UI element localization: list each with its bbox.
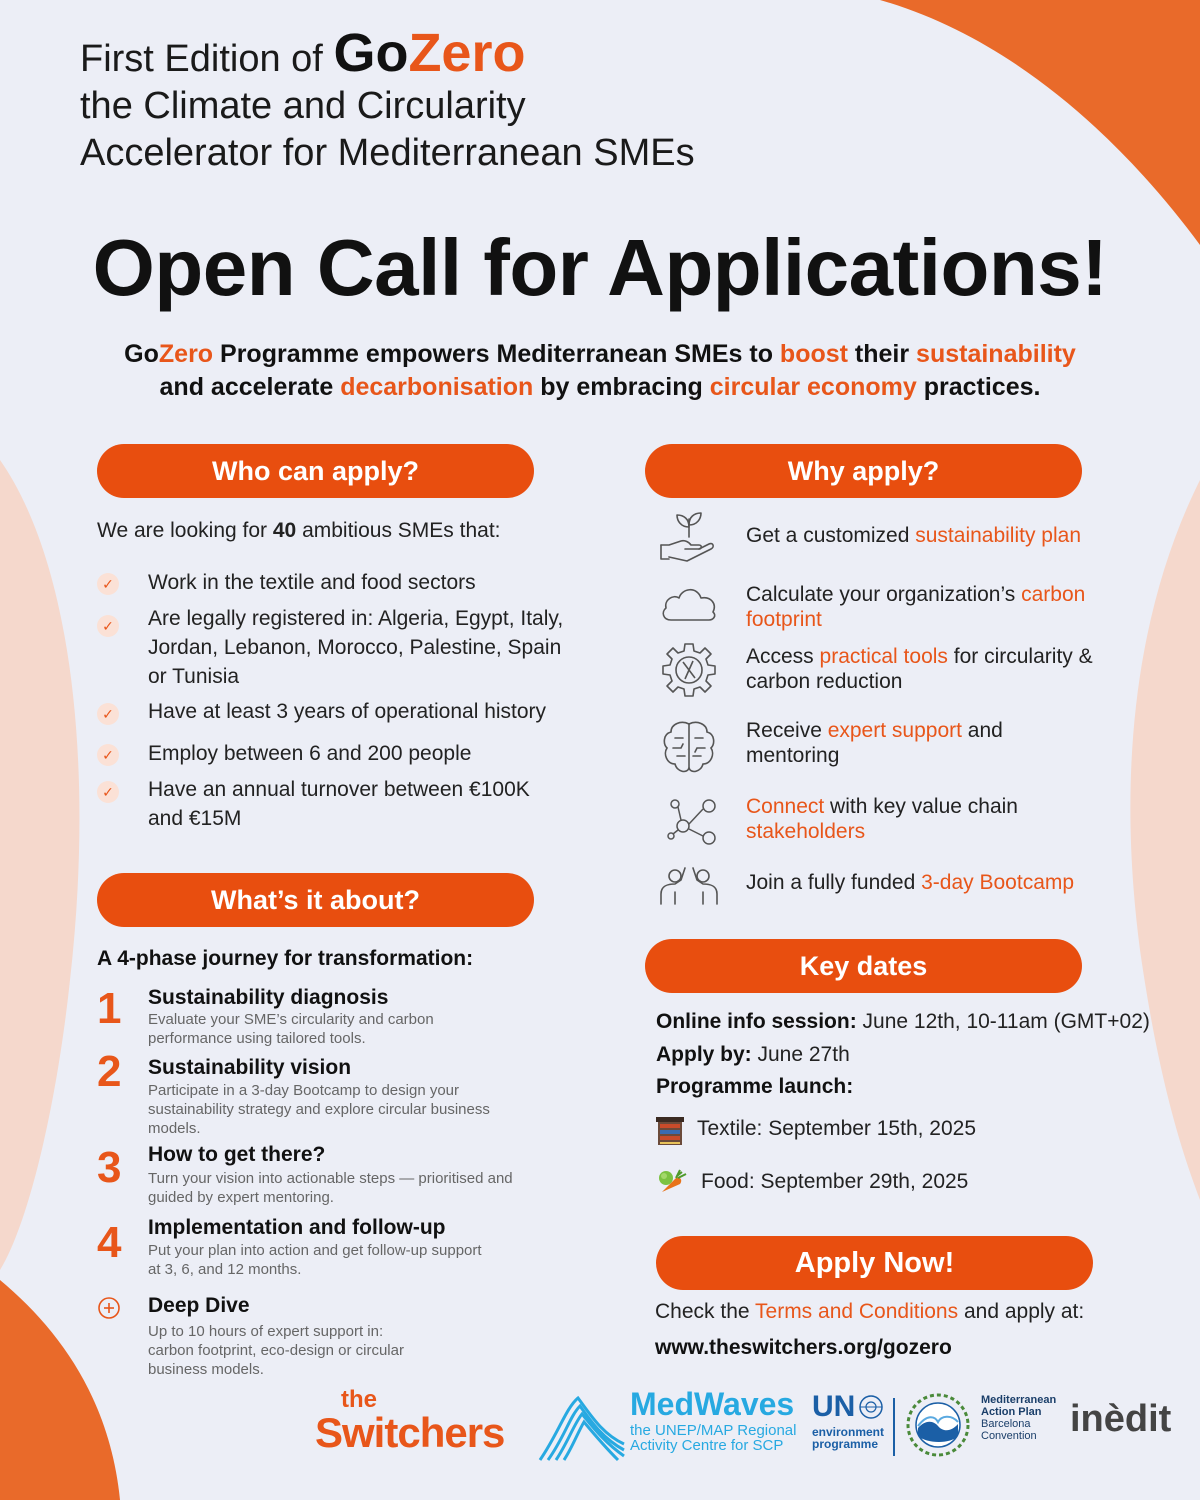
phase-title-2: Sustainability vision: [148, 1056, 352, 1079]
cloud-icon: [657, 572, 721, 636]
logo-divider: [893, 1398, 895, 1456]
whats-it-about-heading: What’s it about?: [97, 873, 534, 927]
terms-post: and apply at:: [958, 1300, 1085, 1323]
gear-tools-icon: [657, 640, 721, 704]
phase-number-2: 2: [97, 1047, 122, 1096]
switchers-the: the: [341, 1386, 377, 1413]
programme-launch-label: Programme launch:: [656, 1075, 854, 1098]
intro-p2: their: [847, 340, 917, 368]
phase-desc-3: Turn your vision into actionable steps — prioritised and guided by expert mentoring.: [148, 1170, 513, 1206]
left-light-blob: [0, 460, 79, 1270]
intro-p4: by embracing: [533, 373, 710, 401]
intro-boost: boost: [779, 340, 848, 368]
un-emblem-icon: [858, 1394, 884, 1420]
map-line-4: Convention: [981, 1430, 1037, 1442]
key-dates-heading: Key dates: [645, 939, 1082, 993]
info-session: [656, 1010, 1150, 1034]
intro-text: [40, 338, 1160, 404]
who-lead-post: ambitious SMEs that:: [296, 519, 501, 542]
why-item-3: [746, 644, 1126, 694]
why-2-hl: carbon footprint: [746, 583, 1086, 631]
map-line-1: Mediterranean: [981, 1394, 1057, 1406]
why-item-2: [746, 582, 1126, 632]
medwaves-waves-icon: [538, 1394, 626, 1464]
check-icon: ✓: [97, 573, 119, 595]
who-lead-num: 40: [272, 519, 297, 542]
criterion-5: Have an annual turnover between €100K and €15M: [148, 778, 530, 830]
criterion-2: Are legally registered in: Algeria, Egypt, Italy, Jordan, Lebanon, Morocco, Palestine, Spain or Tunisia: [148, 607, 564, 688]
criterion-1: Work in the textile and food sectors: [148, 571, 476, 594]
main-title: Open Call for Applications!: [92, 223, 1108, 312]
why-4-post: and mentoring: [746, 719, 1003, 767]
header-line-1: [80, 23, 840, 83]
apply-by-label: Apply by:: [656, 1043, 752, 1066]
medwaves-name: MedWaves: [630, 1386, 795, 1422]
intro-sustainability: sustainability: [916, 340, 1076, 368]
map-emblem-icon: [905, 1392, 971, 1458]
brand-go: Go: [333, 23, 409, 83]
medwaves-sub2: Activity Centre for SCP: [630, 1437, 784, 1454]
who-lead: [97, 516, 557, 545]
why-5-hl: Connect: [746, 795, 825, 818]
intro-p3: and accelerate: [159, 373, 341, 401]
why-4-hl: expert support: [827, 719, 962, 742]
why-5-post: with key value chain: [824, 795, 1018, 818]
header-line-2: the Climate and Circularity: [80, 85, 526, 127]
phase-title-3: How to get there?: [148, 1143, 326, 1166]
apply-by-value: June 27th: [751, 1043, 850, 1066]
vegetables-icon: [656, 1166, 688, 1196]
why-3-post: for circularity & carbon reduction: [746, 645, 1093, 693]
switchers-name: Switchers: [315, 1409, 505, 1456]
why-1-hl: sustainability plan: [915, 524, 1082, 547]
food-date: Food: September 29th, 2025: [701, 1170, 969, 1193]
why-2-pre: Calculate your organization’s: [746, 583, 1022, 606]
why-item-4: [746, 718, 1046, 768]
un-sub2: programme: [812, 1437, 879, 1451]
people-icon: [657, 856, 721, 920]
medwaves-logo: [630, 1388, 796, 1453]
phase-number-3: 3: [97, 1143, 122, 1192]
switchers-logo: [315, 1388, 504, 1454]
phase-number-1: 1: [97, 984, 122, 1033]
brand-zero: Zero: [408, 23, 526, 83]
terms-link[interactable]: Terms and Conditions: [755, 1300, 959, 1323]
top-right-blob: [880, 0, 1200, 245]
why-6-hl: 3-day Bootcamp: [921, 871, 1075, 894]
criterion-3: Have at least 3 years of operational history: [148, 700, 547, 723]
phase-title-4: Implementation and follow-up: [148, 1216, 446, 1239]
map-line-2: Action Plan: [981, 1406, 1042, 1418]
info-session-label: Online info session:: [656, 1010, 857, 1033]
apply-by: [656, 1043, 850, 1067]
medwaves-sub1: the UNEP/MAP Regional: [630, 1422, 797, 1439]
check-icon: ✓: [97, 703, 119, 725]
phase-number-4: 4: [97, 1218, 122, 1267]
intro-decarbonisation: decarbonisation: [340, 373, 534, 401]
phase-title-1: Sustainability diagnosis: [148, 986, 389, 1009]
brain-icon: [657, 716, 721, 780]
right-light-blob: [1130, 480, 1200, 1200]
info-session-value: June 12th, 10-11am (GMT+02): [856, 1010, 1150, 1033]
why-item-1: [746, 523, 1126, 548]
who-lead-pre: We are looking for: [97, 519, 273, 542]
intro-circular: circular economy: [709, 373, 917, 401]
phase-desc-2: Participate in a 3-day Bootcamp to design your sustainability strategy and explore circular business models.: [148, 1082, 490, 1137]
why-apply-heading: Why apply?: [645, 444, 1082, 498]
check-icon: ✓: [97, 744, 119, 766]
phase-desc-4: Put your plan into action and get follow-up support at 3, 6, and 12 months.: [148, 1242, 482, 1278]
intro-go: Go: [124, 340, 159, 368]
phase-desc-1: Evaluate your SME’s circularity and carbon performance using tailored tools.: [148, 1011, 434, 1047]
header-line-3: Accelerator for Mediterranean SMEs: [80, 132, 695, 174]
why-4-pre: Receive: [746, 719, 828, 742]
apply-url-link[interactable]: www.theswitchers.org/gozero: [655, 1336, 952, 1359]
why-5-tail: stakeholders: [746, 820, 866, 843]
why-3-hl: practical tools: [819, 645, 948, 668]
deep-dive-title: Deep Dive: [148, 1294, 250, 1317]
map-logo-text: [981, 1394, 1056, 1442]
intro-zero: Zero: [158, 340, 214, 368]
un-sub1: environment: [812, 1425, 885, 1439]
plus-circle-icon: [97, 1296, 121, 1320]
programme-launch: [656, 1075, 853, 1099]
check-icon: ✓: [97, 781, 119, 803]
inedit-logo: inèdit: [1070, 1398, 1172, 1440]
loom-icon: [656, 1117, 684, 1147]
why-6-pre: Join a fully funded: [746, 871, 922, 894]
textile-date: Textile: September 15th, 2025: [697, 1117, 977, 1140]
header: [80, 23, 840, 177]
why-item-6: [746, 870, 1126, 895]
intro-p1: Programme empowers Mediterranean SMEs to: [213, 340, 780, 368]
header-prefix: First Edition of: [80, 38, 323, 80]
who-can-apply-heading: Who can apply?: [97, 444, 534, 498]
plant-hand-icon: [657, 505, 721, 569]
about-lead: A 4-phase journey for transformation:: [97, 947, 474, 970]
why-1-pre: Get a customized: [746, 524, 916, 547]
intro-p5: practices.: [916, 373, 1041, 401]
apply-now-button[interactable]: Apply Now!: [656, 1236, 1093, 1290]
terms-pre: Check the: [655, 1300, 756, 1323]
un-environment-logo: [812, 1392, 884, 1450]
map-line-3: Barcelona: [981, 1418, 1031, 1430]
terms-line: [655, 1300, 1084, 1324]
network-icon: [663, 792, 727, 856]
why-3-pre: Access: [746, 645, 820, 668]
partner-logos: [0, 1388, 1200, 1500]
criterion-4: Employ between 6 and 200 people: [148, 742, 472, 765]
un-text: UN: [812, 1390, 856, 1423]
check-icon: ✓: [97, 615, 119, 637]
deep-dive-desc: Up to 10 hours of expert support in: carbon footprint, eco-design or circular business models.: [148, 1323, 404, 1378]
why-item-5: [746, 794, 1126, 844]
